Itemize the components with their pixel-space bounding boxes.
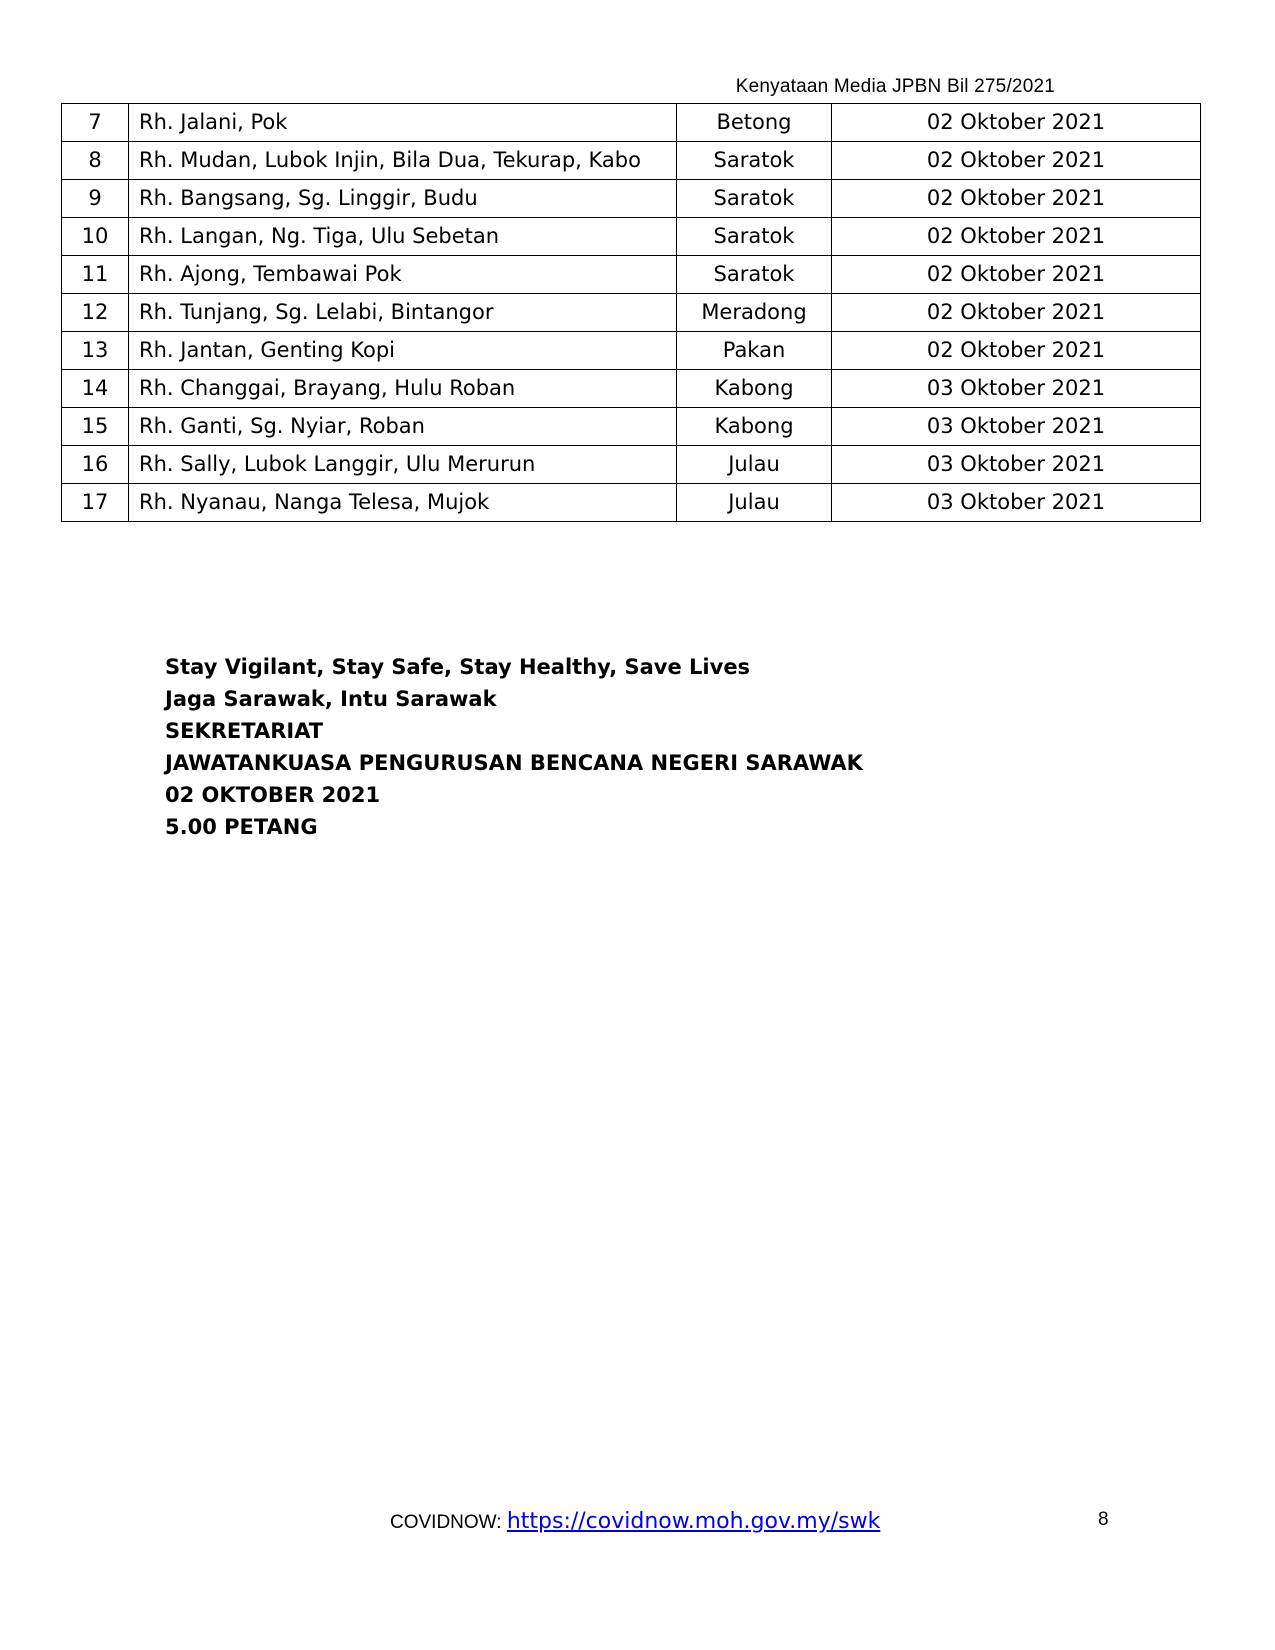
date-cell: 02 Oktober 2021 xyxy=(832,294,1201,332)
date-cell: 02 Oktober 2021 xyxy=(832,218,1201,256)
district-cell: Saratok xyxy=(677,256,832,294)
date-cell: 03 Oktober 2021 xyxy=(832,370,1201,408)
district-cell: Julau xyxy=(677,484,832,522)
district-cell: Saratok xyxy=(677,142,832,180)
closing-statement xyxy=(165,651,863,843)
location-cell: Rh. Langan, Ng. Tiga, Ulu Sebetan xyxy=(129,218,677,256)
slogan-line: Stay Vigilant, Stay Safe, Stay Healthy, Save Lives xyxy=(165,655,751,679)
release-time: 5.00 PETANG xyxy=(165,815,318,839)
location-cell: Rh. Mudan, Lubok Injin, Bila Dua, Tekurap, Kabo xyxy=(129,142,677,180)
district-cell: Pakan xyxy=(677,332,832,370)
location-cell: Rh. Sally, Lubok Langgir, Ulu Merurun xyxy=(129,446,677,484)
footer-label: COVIDNOW: xyxy=(390,1512,507,1533)
date-cell: 02 Oktober 2021 xyxy=(832,104,1201,142)
motto-line: Jaga Sarawak, Intu Sarawak xyxy=(165,687,497,711)
table-row xyxy=(62,256,1201,294)
row-number-cell: 16 xyxy=(62,446,129,484)
table-row xyxy=(62,446,1201,484)
table-row xyxy=(62,180,1201,218)
committee-name: JAWATANKUASA PENGURUSAN BENCANA NEGERI SARAWAK xyxy=(165,751,863,775)
table-row xyxy=(62,408,1201,446)
date-cell: 03 Oktober 2021 xyxy=(832,408,1201,446)
page-number: 8 xyxy=(1098,1509,1109,1530)
row-number-cell: 12 xyxy=(62,294,129,332)
location-cell: Rh. Jalani, Pok xyxy=(129,104,677,142)
table-row xyxy=(62,370,1201,408)
location-table xyxy=(61,103,1201,522)
document-reference: Kenyataan Media JPBN Bil 275/2021 xyxy=(735,76,1055,97)
date-cell: 02 Oktober 2021 xyxy=(832,142,1201,180)
date-cell: 02 Oktober 2021 xyxy=(832,180,1201,218)
table-row xyxy=(62,332,1201,370)
row-number-cell: 14 xyxy=(62,370,129,408)
date-cell: 03 Oktober 2021 xyxy=(832,484,1201,522)
location-cell: Rh. Tunjang, Sg. Lelabi, Bintangor xyxy=(129,294,677,332)
row-number-cell: 11 xyxy=(62,256,129,294)
location-table-body xyxy=(62,104,1201,522)
table-row xyxy=(62,142,1201,180)
release-date: 02 OKTOBER 2021 xyxy=(165,783,381,807)
table-row xyxy=(62,218,1201,256)
district-cell: Kabong xyxy=(677,370,832,408)
covidnow-link[interactable]: https://covidnow.moh.gov.my/swk xyxy=(506,1509,881,1534)
date-cell: 02 Oktober 2021 xyxy=(832,256,1201,294)
table-row xyxy=(62,104,1201,142)
table-row xyxy=(62,294,1201,332)
district-cell: Saratok xyxy=(677,180,832,218)
location-cell: Rh. Ajong, Tembawai Pok xyxy=(129,256,677,294)
secretariat-line: SEKRETARIAT xyxy=(165,719,324,743)
location-cell: Rh. Ganti, Sg. Nyiar, Roban xyxy=(129,408,677,446)
district-cell: Meradong xyxy=(677,294,832,332)
location-cell: Rh. Changgai, Brayang, Hulu Roban xyxy=(129,370,677,408)
location-cell: Rh. Nyanau, Nanga Telesa, Mujok xyxy=(129,484,677,522)
district-cell: Kabong xyxy=(677,408,832,446)
district-cell: Betong xyxy=(677,104,832,142)
row-number-cell: 15 xyxy=(62,408,129,446)
row-number-cell: 9 xyxy=(62,180,129,218)
date-cell: 03 Oktober 2021 xyxy=(832,446,1201,484)
row-number-cell: 8 xyxy=(62,142,129,180)
location-cell: Rh. Bangsang, Sg. Linggir, Budu xyxy=(129,180,677,218)
page-footer xyxy=(390,1509,880,1534)
district-cell: Julau xyxy=(677,446,832,484)
row-number-cell: 13 xyxy=(62,332,129,370)
district-cell: Saratok xyxy=(677,218,832,256)
location-cell: Rh. Jantan, Genting Kopi xyxy=(129,332,677,370)
date-cell: 02 Oktober 2021 xyxy=(832,332,1201,370)
table-row xyxy=(62,484,1201,522)
row-number-cell: 7 xyxy=(62,104,129,142)
row-number-cell: 17 xyxy=(62,484,129,522)
row-number-cell: 10 xyxy=(62,218,129,256)
